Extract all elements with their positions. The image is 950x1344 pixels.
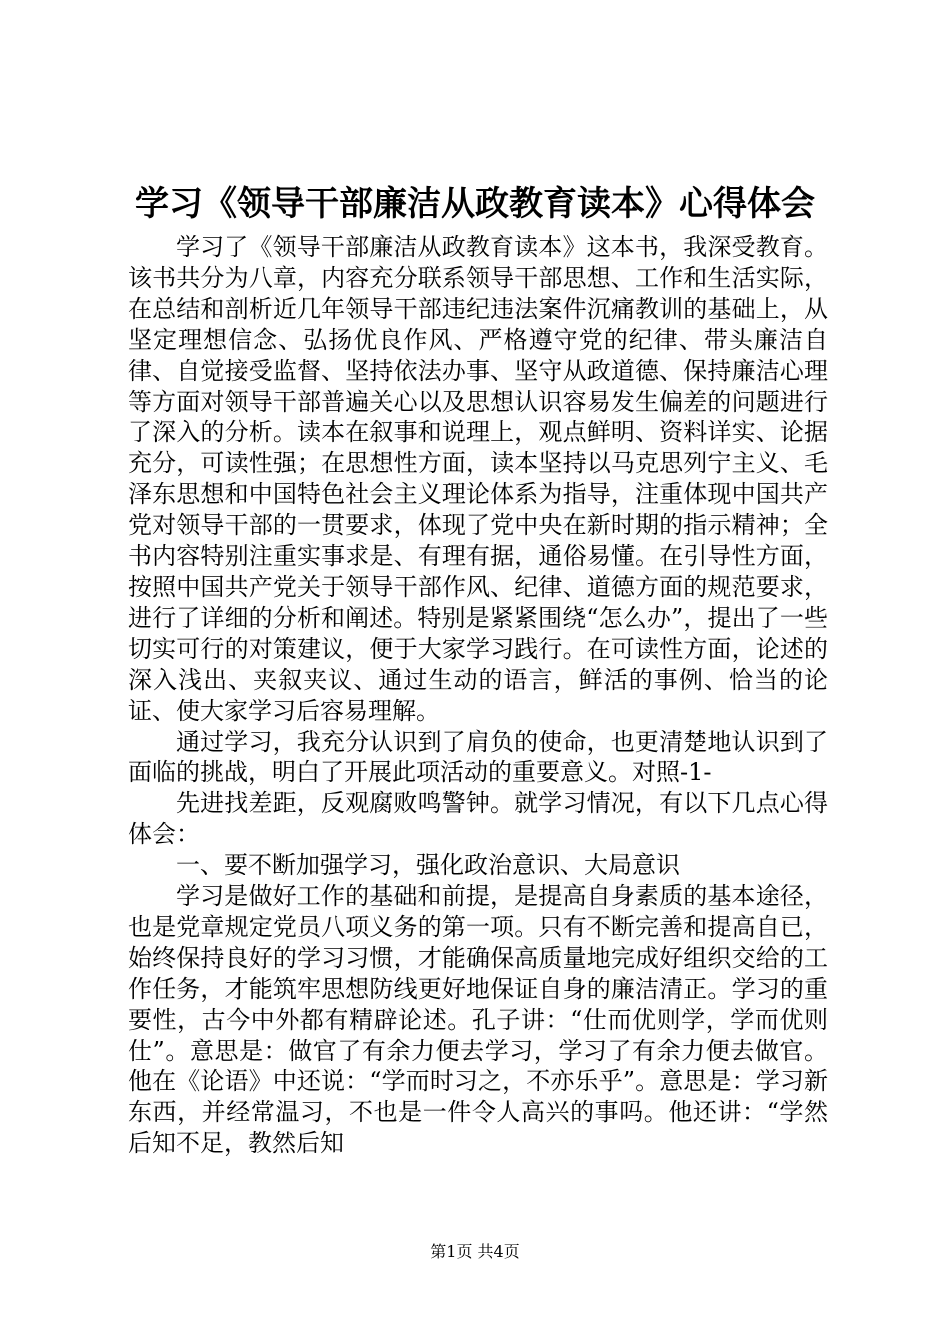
paragraph-4: 学习是做好工作的基础和前提，是提高自身素质的基本途径，也是党章规定党员八项义务的第一项。只有不断完善和提高自已，始终保持良好的学习习惯，才能确保高质量地完成好组织交给的工作任务，才能筑牢思想防线更好地保证自身的廉洁清正。学习的重要性，古今中外都有精辟论述。孔子讲：“仕而优则学，学而优则仕”。意思是：做官了有余力便去学习，学习了有余力便去做官。他在《论语》中还说：“学而时习之，不亦乐乎”。意思是：学习新东西，并经常温习，不也是一件令人高兴的事吗。他还讲：“学然后知不足，教然后知	[128, 882, 828, 1158]
page-number-footer: 第1页 共4页	[430, 1242, 520, 1261]
paragraph-2: 通过学习，我充分认识到了肩负的使命，也更清楚地认识到了面临的挑战，明白了开展此项活动的重要意义。对照-1-	[128, 727, 828, 787]
document-body	[128, 232, 828, 1159]
section-heading-1: 一、要不断加强学习，强化政治意识、大局意识	[176, 851, 680, 880]
document-title: 学习《领导干部廉洁从政教育读本》心得体会	[135, 184, 815, 224]
paragraph-1: 学习了《领导干部廉洁从政教育读本》这本书，我深受教育。该书共分为八章，内容充分联系领导干部思想、工作和生活实际，在总结和剖析近几年领导干部违纪违法案件沉痛教训的基础上，从坚定理想信念、弘扬优良作风、严格遵守党的纪律、带头廉洁自律、自觉接受监督、坚持依法办事、坚守从政道德、保持廉洁心理等方面对领导干部普遍关心以及思想认识容易发生偏差的问题进行了深入的分析。读本在叙事和说理上，观点鲜明、资料详实、论据充分，可读性强；在思想性方面，读本坚持以马克思列宁主义、毛泽东思想和中国特色社会主义理论体系为指导，注重体现中国共产党对领导干部的一贯要求，体现了党中央在新时期的指示精神；全书内容特别注重实事求是、有理有据，通俗易懂。在引导性方面，按照中国共产党关于领导干部作风、纪律、道德方面的规范要求，进行了详细的分析和阐述。特别是紧紧围绕“怎么办”，提出了一些切实可行的对策建议，便于大家学习践行。在可读性方面，论述的深入浅出、夹叙夹议、通过生动的语言，鲜活的事例、恰当的论证、使大家学习后容易理解。	[128, 233, 828, 725]
paragraph-3: 先进找差距，反观腐败鸣警钟。就学习情况，有以下几点心得体会：	[128, 789, 828, 849]
